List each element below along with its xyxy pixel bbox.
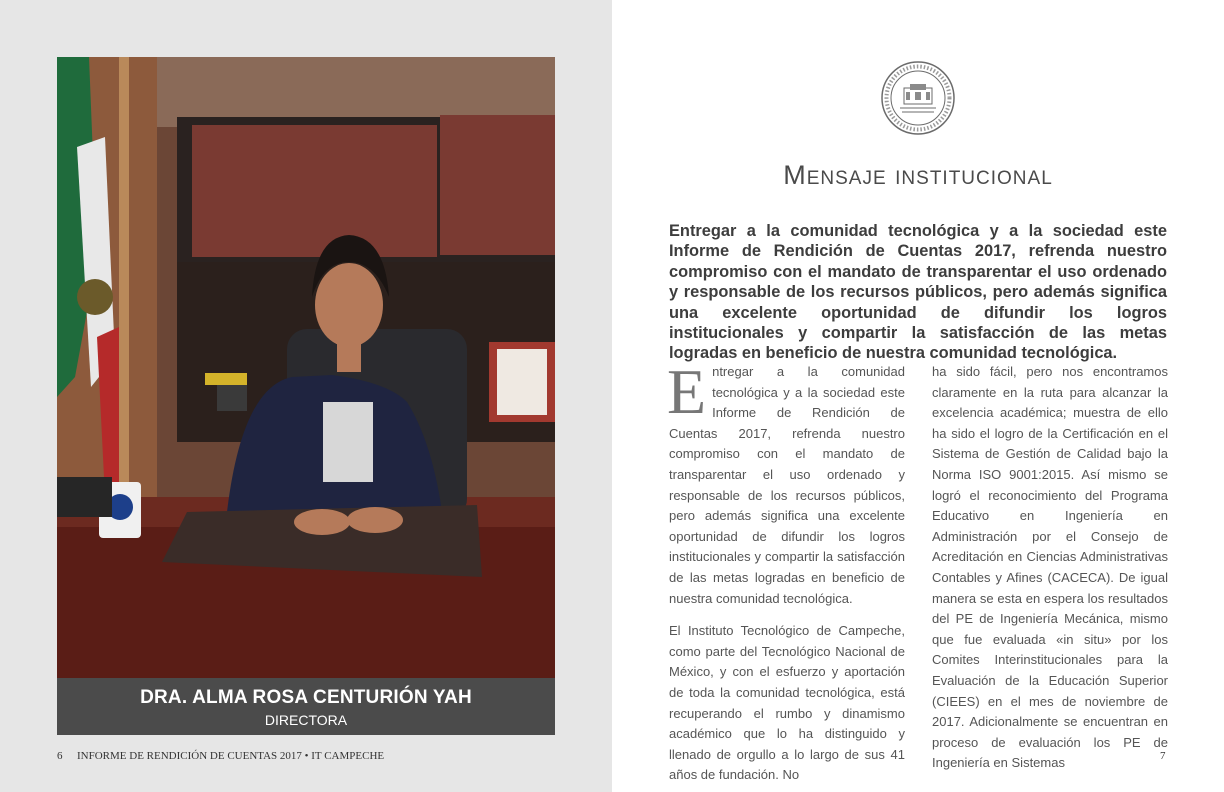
- director-photo: [57, 57, 555, 678]
- page-title: Mensaje institucional: [783, 160, 1053, 190]
- drop-cap: E: [667, 356, 707, 427]
- page-number-left: 6: [57, 750, 63, 762]
- body-paragraph-3: ha sido fácil, pero nos encontramos claramente en la ruta para alcanzar la excelencia académica; muestra de ello ha sido el logro de la Certificación en el Sistema de Gestión de Calidad bajo la Norma ISO 9001:2015. Así mismo se logró el reconocimiento del Programa Educativo en Ingeniería en Administración por el Consejo de Acreditación en Ciencias Administrativas Contables y Afines (CACECA). De igual manera se esta en espera los resultados del PE de Ingeniería Mecánica, mismo que fue evaluada «in situ» por los Comites Interinstitucionales para la Evaluación de la Educación Superior (CIEES) en el mes de noviembre de 2017. Adicionalmente se encuentran en proceso de evaluación los PE de Ingeniería en Sistemas: [932, 364, 1168, 771]
- body-column-1: [667, 356, 905, 786]
- caption-role: DIRECTORA: [264, 712, 348, 728]
- page-number-right: 7: [1160, 750, 1166, 762]
- institution-seal-icon: [880, 60, 956, 136]
- footer-text: INFORME DE RENDICIÓN DE CUENTAS 2017 • IT CAMPECHE: [77, 750, 385, 762]
- photo-caption: [57, 678, 555, 735]
- body-column-2: [932, 362, 1168, 774]
- caption-name: DRA. ALMA ROSA CENTURIÓN YAH: [140, 687, 472, 708]
- body-paragraph-1-text: ntregar a la comunidad tecnológica y a la sociedad este Informe de Rendición de Cuentas 2017, refrenda nuestro compromiso con el mandato de transparentar el uso ordenado y responsable de los recursos públicos, pero además significa una excelente oportunidad de difundir los logros institucionales y compartir la satisfacción de las metas logradas en beneficio de nuestra comunidad tecnológica.: [669, 364, 905, 606]
- body-paragraph-2: El Instituto Tecnológico de Campeche, como parte del Tecnológico Nacional de México, y con el esfuerzo y aportación de toda la comunidad tecnológica, está recuperando el rumbo y dinamismo académico que lo ha distinguido y llenado de orgullo a lo largo de sus 41 años de fundación. No: [669, 623, 905, 783]
- body-paragraph-1: [667, 356, 905, 609]
- lead-paragraph: Entregar a la comunidad tecnológica y a la sociedad este Informe de Rendición de Cuentas 2017, refrenda nuestro compromiso con el mandato de transparentar el uso ordenado y responsable de los recursos públicos, pero además significa una excelente oportunidad de difundir los logros institucionales y compartir la satisfacción de las metas logradas en beneficio de nuestra comunidad tecnológica.: [669, 222, 1167, 363]
- footer-left: [57, 750, 384, 762]
